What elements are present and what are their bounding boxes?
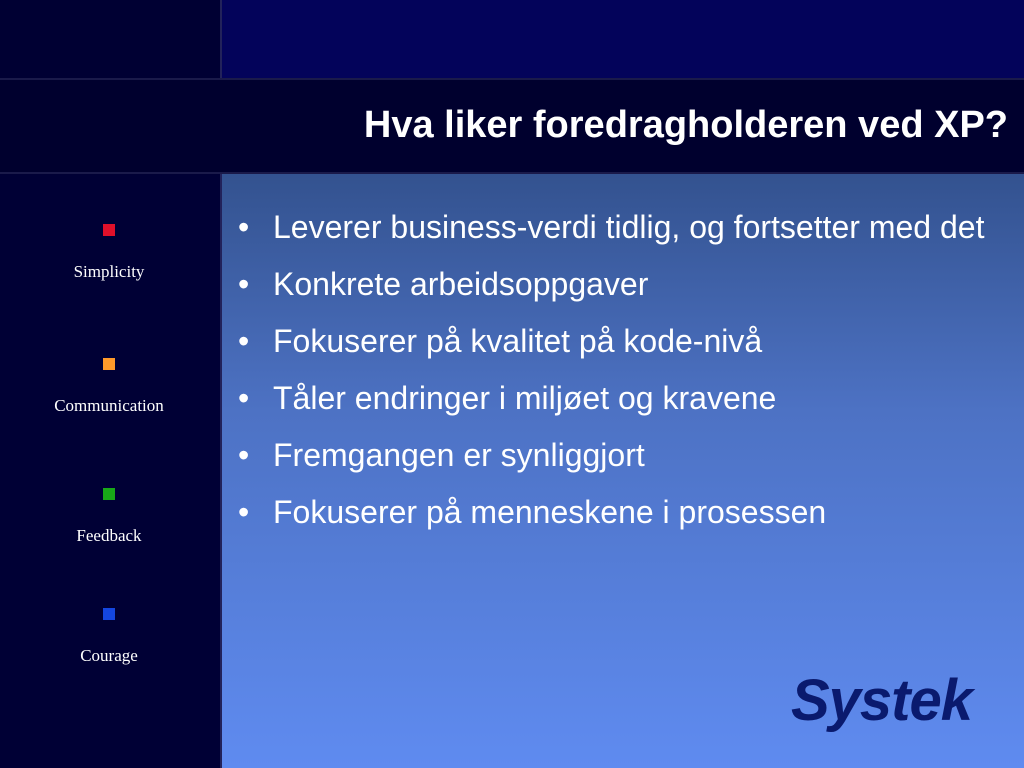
sidebar [0, 174, 222, 768]
sidebar-item-communication [0, 358, 218, 416]
blue-square-icon [103, 608, 115, 620]
green-square-icon [103, 488, 115, 500]
bullet-item [236, 204, 1016, 250]
sidebar-item-simplicity [0, 224, 218, 282]
bullet-text: Fokuserer på menneskene i prosessen [273, 494, 827, 530]
bullet-icon: • [238, 209, 250, 245]
systek-logo: Systek [790, 668, 972, 733]
bullet-icon: • [238, 323, 250, 359]
slide-title: Hva liker foredragholderen ved XP? [363, 104, 1008, 146]
bullet-text: Leverer business-verdi tidlig, og fortsetter med det [273, 209, 985, 245]
bullet-text: Konkrete arbeidsoppgaver [273, 266, 649, 302]
content-area [222, 174, 1024, 768]
bullet-item [236, 489, 1016, 535]
sidebar-item-feedback [0, 488, 218, 546]
bullet-item [236, 261, 1016, 307]
sidebar-item-courage [0, 608, 218, 666]
sidebar-item-label: Simplicity [73, 262, 145, 281]
bullet-list [236, 204, 1016, 546]
sidebar-item-label: Courage [80, 646, 138, 665]
top-bar [222, 0, 1024, 78]
bullet-item [236, 432, 1016, 478]
bullet-icon: • [238, 266, 250, 302]
bullet-icon: • [238, 437, 250, 473]
orange-square-icon [103, 358, 115, 370]
bullet-text: Fokuserer på kvalitet på kode-nivå [273, 323, 763, 359]
bullet-icon: • [238, 380, 250, 416]
red-square-icon [103, 224, 115, 236]
sidebar-item-label: Feedback [76, 526, 142, 545]
bullet-item [236, 375, 1016, 421]
bullet-text: Fremgangen er synliggjort [273, 437, 645, 473]
top-left-panel [0, 0, 222, 78]
bullet-icon: • [238, 494, 250, 530]
sidebar-item-label: Communication [54, 396, 164, 415]
bullet-text: Tåler endringer i miljøet og kravene [273, 380, 777, 416]
bullet-item [236, 318, 1016, 364]
